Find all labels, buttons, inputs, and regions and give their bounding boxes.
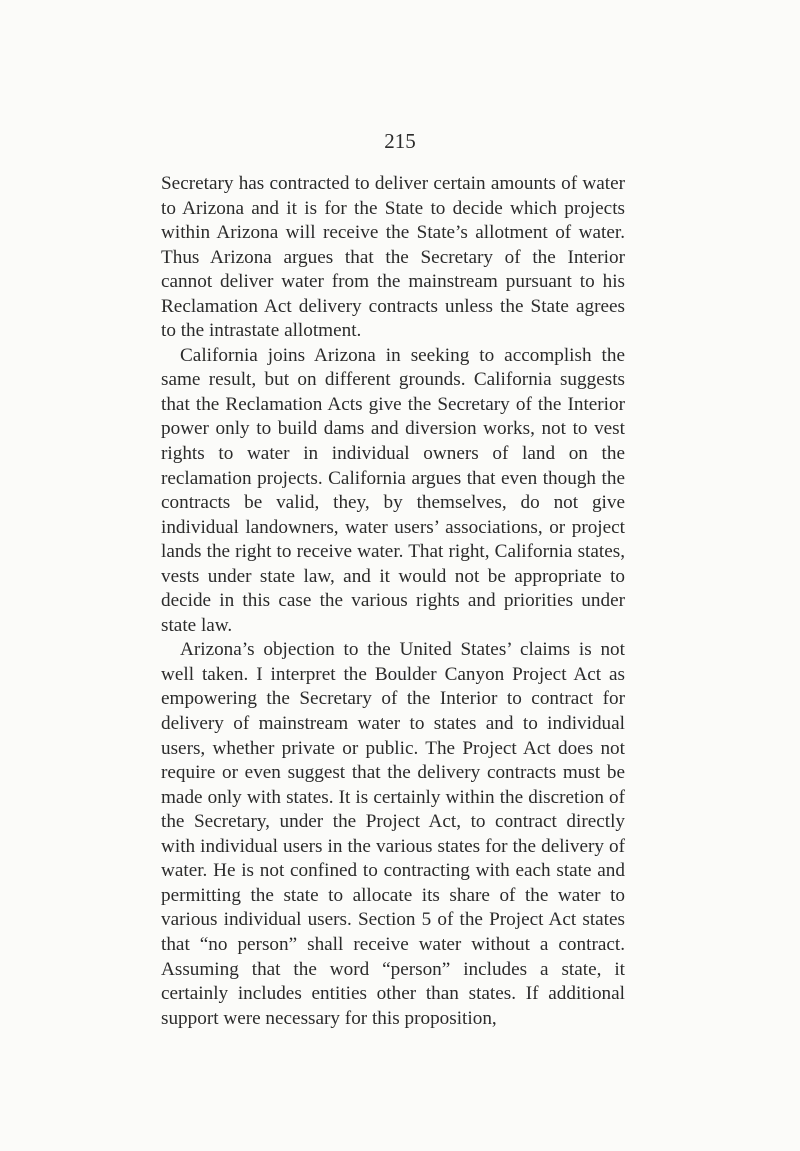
- paragraph-2: California joins Arizona in seeking to accomplish the same result, but on different grounds. California suggests that the Reclamation Acts give the Secretary of the Interior power only to build dams and diversion works, not to vest rights to water in individual owners of land on the reclamation projects. California argues that even though the contracts be valid, they, by themselves, do not give individual landowners, water users’ associations, or project lands the right to receive water. That right, California states, vests under state law, and it would not be appropriate to decide in this case the various rights and priorities under state law.: [161, 344, 625, 636]
- paragraph-1: Secretary has contracted to deliver certain amounts of water to Arizona and it is for the State to decide which projects within Arizona will receive the State’s allotment of water. Thus Arizona argues that the Secretary of the Interior cannot deliver water from the mainstream pursuant to his Reclamation Act delivery contracts unless the State agrees to the intrastate allotment.: [161, 173, 625, 342]
- body-text: [161, 172, 625, 1031]
- page-number: 215: [384, 129, 416, 153]
- paragraph-3: Arizona’s objection to the United States’ claims is not well taken. I interpret the Boulder Canyon Project Act as empowering the Secretary of the Interior to contract for delivery of mainstream water to states and to individual users, whether private or public. The Project Act does not require or even suggest that the delivery contracts must be made only with states. It is certainly within the discretion of the Secretary, under the Project Act, to contract directly with individual users in the various states for the delivery of water. He is not confined to contracting with each state and permitting the state to allocate its share of the water to various individual users. Section 5 of the Project Act states that “no person” shall receive water without a contract. Assuming that the word “person” includes a state, it certainly includes entities other than states. If additional support were necessary for this proposition,: [161, 639, 625, 1029]
